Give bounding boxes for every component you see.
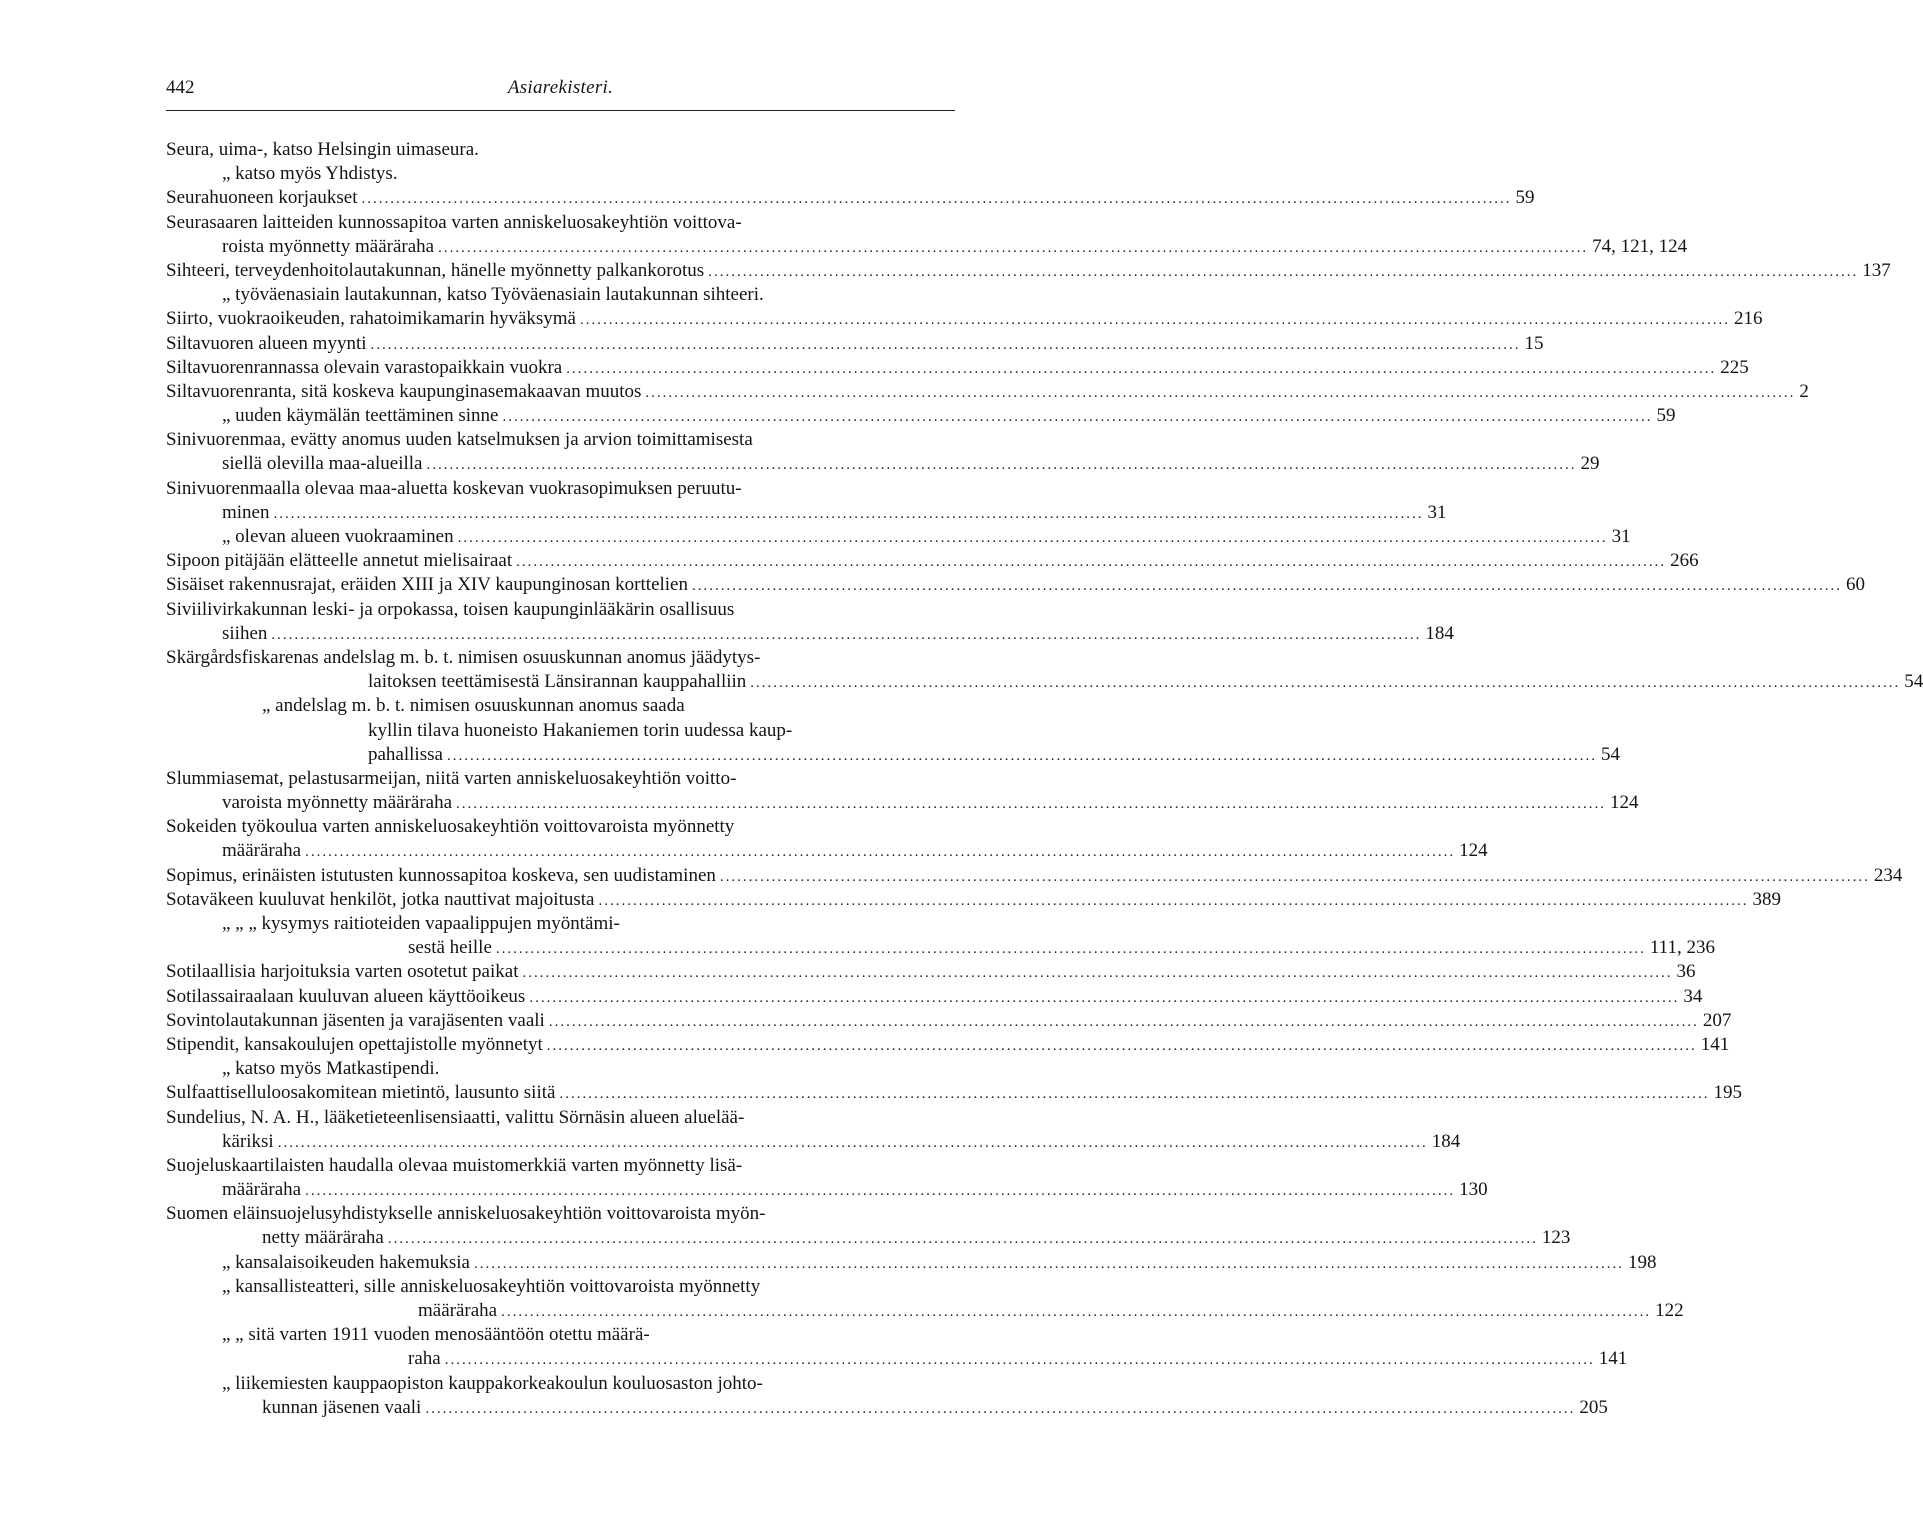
entry-page-reference: 54 [1904,671,1923,693]
entry-page-reference: 195 [1713,1082,1742,1104]
entry-line [166,332,1544,357]
entry-line [166,573,1865,598]
entry-line [368,743,1620,768]
entry-text: määräraha [418,1300,498,1321]
entry-line [222,791,1639,816]
index-entry [0,1057,1024,1081]
entry-page-reference: 234 [1873,864,1903,886]
entry-page-reference: 198 [1627,1251,1657,1273]
index-entry [0,452,1600,476]
index-entry [0,549,1699,573]
entry-page-reference: 29 [1580,453,1600,475]
leader-dots: ........................................................................................................................................................................................................ [456,796,1607,813]
entry-line [222,839,1488,864]
page-title: Asiarekisteri. [507,77,614,98]
entry-line [166,960,1696,985]
entry-page-reference: 59 [1656,405,1676,427]
index-entry [0,186,1535,210]
leader-dots: ........................................................................................................................................................................................................ [501,1304,1652,1320]
entry-text: Siirto, vuokraoikeuden, rahatoimikamarin hyväksymä [166,308,576,330]
entry-text: Seurahuoneen korjaukset [166,187,358,209]
entry-text: Sulfaattiselluloosakomitean mietintö, lausunto siitä [166,1082,556,1104]
leader-dots: ........................................................................................................................................................................................................ [425,1400,1576,1417]
index-entry [0,259,1891,283]
entry-page-reference: 141 [1700,1033,1730,1055]
entry-text: varoista myönnetty määräraha [222,792,453,814]
entry-line [166,307,1763,332]
index-entry [0,767,1024,791]
entry-page-reference: 225 [1720,356,1749,378]
entry-page-reference: 124 [1459,840,1488,862]
entry-text: Siltavuoren alueen myynti [166,332,367,354]
leader-dots: ........................................................................................................................................................................................................ [426,457,1577,474]
entry-page-reference: 31 [1427,501,1447,523]
entry-line [222,1251,1657,1276]
entry-text: „ katso myös Yhdistys. [222,163,398,185]
entry-line [166,380,1809,405]
entry-text: siellä olevilla maa-alueilla [222,453,423,475]
index-entry [0,985,1703,1009]
entry-text: Sotaväkeen kuuluvat henkilöt, jotka nauttivat majoitusta [166,888,595,910]
entry-line [166,864,1903,889]
index-entry [0,864,1903,888]
entry-text: „ kansallisteatteri, sille anniskeluosakeyhtiön voittovaroista myönnetty [222,1275,761,1297]
index-entry [0,1202,1024,1226]
entry-line [222,235,1688,260]
index-entry [0,646,1024,670]
entry-page-reference: 266 [1670,550,1699,572]
entry-page-reference: 74, 121, 124 [1592,235,1688,257]
index-entry [0,1323,1024,1347]
index-entry [0,1178,1488,1202]
leader-dots: ........................................................................................................................................................................................................ [438,239,1589,256]
entry-line [222,501,1447,526]
index-entry [0,428,1024,452]
entry-text: määräraha [222,1179,302,1201]
index-entry [0,888,1781,912]
entry-text: „ andelslag m. b. t. nimisen osuuskunnan anomus saada [262,695,685,717]
index-entry [0,380,1809,404]
leader-dots: ........................................................................................................................................................................................................ [546,1037,1697,1054]
entry-line [408,936,1715,961]
entry-text: siihen [222,622,268,644]
entry-line [262,1226,1571,1251]
entry-text: „ liikemiesten kauppaopiston kauppakorkeakoulun kouluosaston johto- [222,1372,763,1394]
index-entry [0,162,1024,186]
leader-dots: ........................................................................................................................................................................................................ [361,191,1512,208]
index-entry [0,1081,1742,1105]
leader-dots: ........................................................................................................................................................................................................ [522,965,1673,982]
index-entry [0,622,1454,646]
index-entry [0,1372,1024,1396]
index-entry [0,356,1749,380]
entry-line [222,622,1454,647]
entry-line [262,1396,1608,1421]
leader-dots: ........................................................................................................................................................................................................ [566,360,1717,377]
entry-text: Siltavuorenranta, sitä koskeva kaupunginasemakaavan muutos [166,380,642,402]
leader-dots: ........................................................................................................................................................................................................ [559,1086,1710,1103]
entry-text: Sinivuorenmaa, evätty anomus uuden katselmuksen ja arvion toimittamisesta [166,429,753,451]
entry-text: „ uuden käymälän teettäminen sinne [222,405,499,427]
entry-text: roista myönnetty määräraha [222,235,435,257]
index-entry [0,1275,1024,1299]
entry-page-reference: 34 [1683,985,1703,1007]
entry-line [222,1130,1461,1155]
entry-text: Sopimus, erinäisten istutusten kunnossapitoa koskeva, sen uudistaminen [166,864,716,886]
entry-page-reference: 205 [1579,1396,1608,1418]
entry-line [408,1347,1628,1372]
header-rule [166,110,955,111]
entry-text: laitoksen teettämisestä Länsirannan kauppahalliin [368,671,747,693]
leader-dots: ........................................................................................................................................................................................................ [719,868,1870,885]
entry-text: käriksi [222,1130,274,1152]
entry-text: minen [222,501,270,523]
leader-dots: ........................................................................................................................................................................................................ [271,626,1422,643]
entry-text: Seura, uima-, katso Helsingin uimaseura. [166,139,479,160]
leader-dots: ........................................................................................................................................................................................................ [750,675,1901,692]
entry-text: netty määräraha [262,1227,384,1249]
entry-text: Slummiasemat, pelastusarmeijan, niitä varten anniskeluosakeyhtiön voitto- [166,767,737,789]
entry-line [222,525,1631,550]
leader-dots: ........................................................................................................................................................................................................ [273,505,1424,522]
entry-page-reference: 2 [1799,380,1809,402]
index-entry [0,501,1447,525]
entry-text: Sotilassairaalaan kuuluvan alueen käyttöoikeus [166,985,526,1007]
entry-text: Siltavuorenrannassa olevain varastopaikkain vuokra [166,356,563,378]
index-entry [0,138,1024,162]
entry-page-reference: 15 [1524,332,1544,354]
leader-dots: ........................................................................................................................................................................................................ [387,1231,1538,1248]
index-entry [0,404,1676,428]
entry-page-reference: 36 [1676,961,1696,983]
index-entry [0,1299,1684,1323]
entry-text: Sinivuorenmaalla olevaa maa-aluetta koskevan vuokrasopimuksen peruutu- [166,477,742,499]
entry-line [166,888,1781,913]
index-entry [0,791,1639,815]
leader-dots: ........................................................................................................................................................................................................ [305,1183,1456,1200]
entry-text: Sisäiset rakennusrajat, eräiden XIII ja XIV kaupunginosan korttelien [166,574,688,596]
entry-page-reference: 130 [1459,1179,1488,1201]
entry-line [166,1033,1730,1058]
entry-line [222,452,1600,477]
entry-page-reference: 123 [1541,1227,1571,1249]
page-number: 442 [166,77,195,98]
entry-page-reference: 31 [1611,526,1631,547]
leader-dots: ........................................................................................................................................................................................................ [529,989,1680,1006]
index-entry [0,525,1631,549]
entry-page-reference: 207 [1702,1009,1732,1031]
index-entry [0,670,1923,694]
leader-dots: ........................................................................................................................................................................................................ [645,384,1796,401]
leader-dots: ........................................................................................................................................................................................................ [708,263,1859,280]
entry-text: Suojeluskaartilaisten haudalla olevaa muistomerkkiä varten myönnetty lisä- [166,1154,743,1176]
entry-page-reference: 184 [1431,1130,1461,1152]
leader-dots: ........................................................................................................................................................................................................ [516,554,1667,571]
index-entry [0,307,1763,331]
index-entry [0,1347,1628,1371]
index-entry [0,839,1488,863]
entry-line [418,1299,1684,1324]
index-entry [0,283,1024,307]
leader-dots: ........................................................................................................................................................................................................ [444,1352,1595,1369]
index-entry [0,719,1024,743]
leader-dots: ........................................................................................................................................................................................................ [502,409,1653,426]
entry-text: Siviilivirkakunnan leski- ja orpokassa, toisen kaupunginlääkärin osallisuus [166,598,735,620]
entry-text: „ kansalaisoikeuden hakemuksia [222,1251,470,1273]
entry-text: pahallissa [368,743,443,765]
leader-dots: ........................................................................................................................................................................................................ [548,1013,1699,1030]
entry-page-reference: 111, 236 [1649,937,1715,959]
index-entry [0,1154,1024,1178]
index-entry [0,477,1024,501]
entry-text: „ olevan alueen vuokraaminen [222,526,454,547]
entry-text: Stipendit, kansakoulujen opettajistolle myönnetyt [166,1033,543,1055]
leader-dots: ........................................................................................................................................................................................................ [446,747,1597,764]
entry-line [166,1081,1742,1106]
index-entry [0,1130,1461,1154]
entry-text: Suomen eläinsuojelusyhdistykselle anniskeluosakeyhtiön voittovaroista myön- [166,1203,766,1225]
entry-page-reference: 122 [1655,1300,1684,1321]
index-entry [0,1033,1730,1057]
leader-dots: ........................................................................................................................................................................................................ [277,1134,1428,1151]
entry-line [166,1009,1732,1034]
entry-text: Sotilaallisia harjoituksia varten osotetut paikat [166,961,519,983]
index-entry [0,694,1024,718]
entry-text: kunnan jäsenen vaali [262,1396,422,1418]
entry-text: „ työväenasiain lautakunnan, katso Työväenasiain lautakunnan sihteeri. [222,284,764,306]
leader-dots: ........................................................................................................................................................................................................ [692,578,1842,595]
index-entry [0,573,1865,597]
index-entry [0,1009,1732,1033]
entry-line [166,549,1699,574]
index-entry [0,598,1024,622]
entry-text: raha [408,1348,441,1370]
entry-text: „ „ „ kysymys raitioteiden vapaalippujen myöntämi- [222,913,620,934]
entry-page-reference: 59 [1515,187,1535,209]
entry-page-reference: 60 [1846,574,1865,596]
leader-dots: ........................................................................................................................................................................................................ [473,1255,1624,1272]
index-entry [0,332,1544,356]
leader-dots: ........................................................................................................................................................................................................ [370,336,1521,353]
index-entry [0,743,1620,767]
index-entries [0,138,1923,1420]
entry-line [368,670,1923,695]
entry-line [166,259,1891,284]
index-entry [0,1106,1024,1130]
entry-page-reference: 141 [1598,1348,1628,1370]
entry-text: „ katso myös Matkastipendi. [222,1058,440,1080]
entry-line [222,1178,1488,1203]
entry-page-reference: 184 [1425,622,1454,644]
leader-dots: ........................................................................................................................................................................................................ [457,530,1608,546]
entry-page-reference: 216 [1733,308,1763,330]
entry-text: Seurasaaren laitteiden kunnossapitoa varten anniskeluosakeyhtiön voittova- [166,211,742,233]
entry-text: kyllin tilava huoneisto Hakaniemen torin uudessa kaup- [368,719,793,741]
leader-dots: ........................................................................................................................................................................................................ [305,844,1456,861]
index-entry [0,1396,1608,1420]
entry-line [222,404,1676,429]
entry-line [166,985,1703,1010]
leader-dots: ........................................................................................................................................................................................................ [598,892,1749,909]
index-entry [0,1251,1657,1275]
entry-text: Sipoon pitäjään elätteelle annetut mielisairaat [166,550,513,572]
index-entry [0,1226,1571,1250]
index-entry [0,815,1024,839]
entry-text: Skärgårdsfiskarenas andelslag m. b. t. nimisen osuuskunnan anomus jäädytys- [166,646,761,668]
index-entry [0,912,1024,936]
entry-page-reference: 389 [1752,888,1781,910]
entry-page-reference: 137 [1862,259,1891,281]
entry-text: „ „ sitä varten 1911 vuoden menosääntöön otettu määrä- [222,1324,650,1346]
entry-page-reference: 124 [1610,792,1639,814]
index-entry [0,936,1715,960]
entry-line [166,356,1749,381]
entry-text: Sovintolautakunnan jäsenten ja varajäsenten vaali [166,1009,545,1031]
entry-text: määräraha [222,840,302,862]
index-entry [0,211,1024,235]
index-entry [0,235,1688,259]
entry-text: sestä heille [408,937,492,959]
page-header [166,77,955,103]
entry-text: Sundelius, N. A. H., lääketieteenlisensiaatti, valittu Sörnäsin alueen aluelää- [166,1106,745,1128]
leader-dots: ........................................................................................................................................................................................................ [579,312,1730,329]
leader-dots: ........................................................................................................................................................................................................ [495,941,1646,958]
entry-page-reference: 54 [1600,743,1620,765]
entry-text: Sokeiden työkoulua varten anniskeluosakeyhtiön voittovaroista myönnetty [166,816,735,838]
entry-line [166,186,1535,211]
index-entry [0,960,1696,984]
entry-text: Sihteeri, terveydenhoitolautakunnan, hänelle myönnetty palkankorotus [166,259,705,281]
